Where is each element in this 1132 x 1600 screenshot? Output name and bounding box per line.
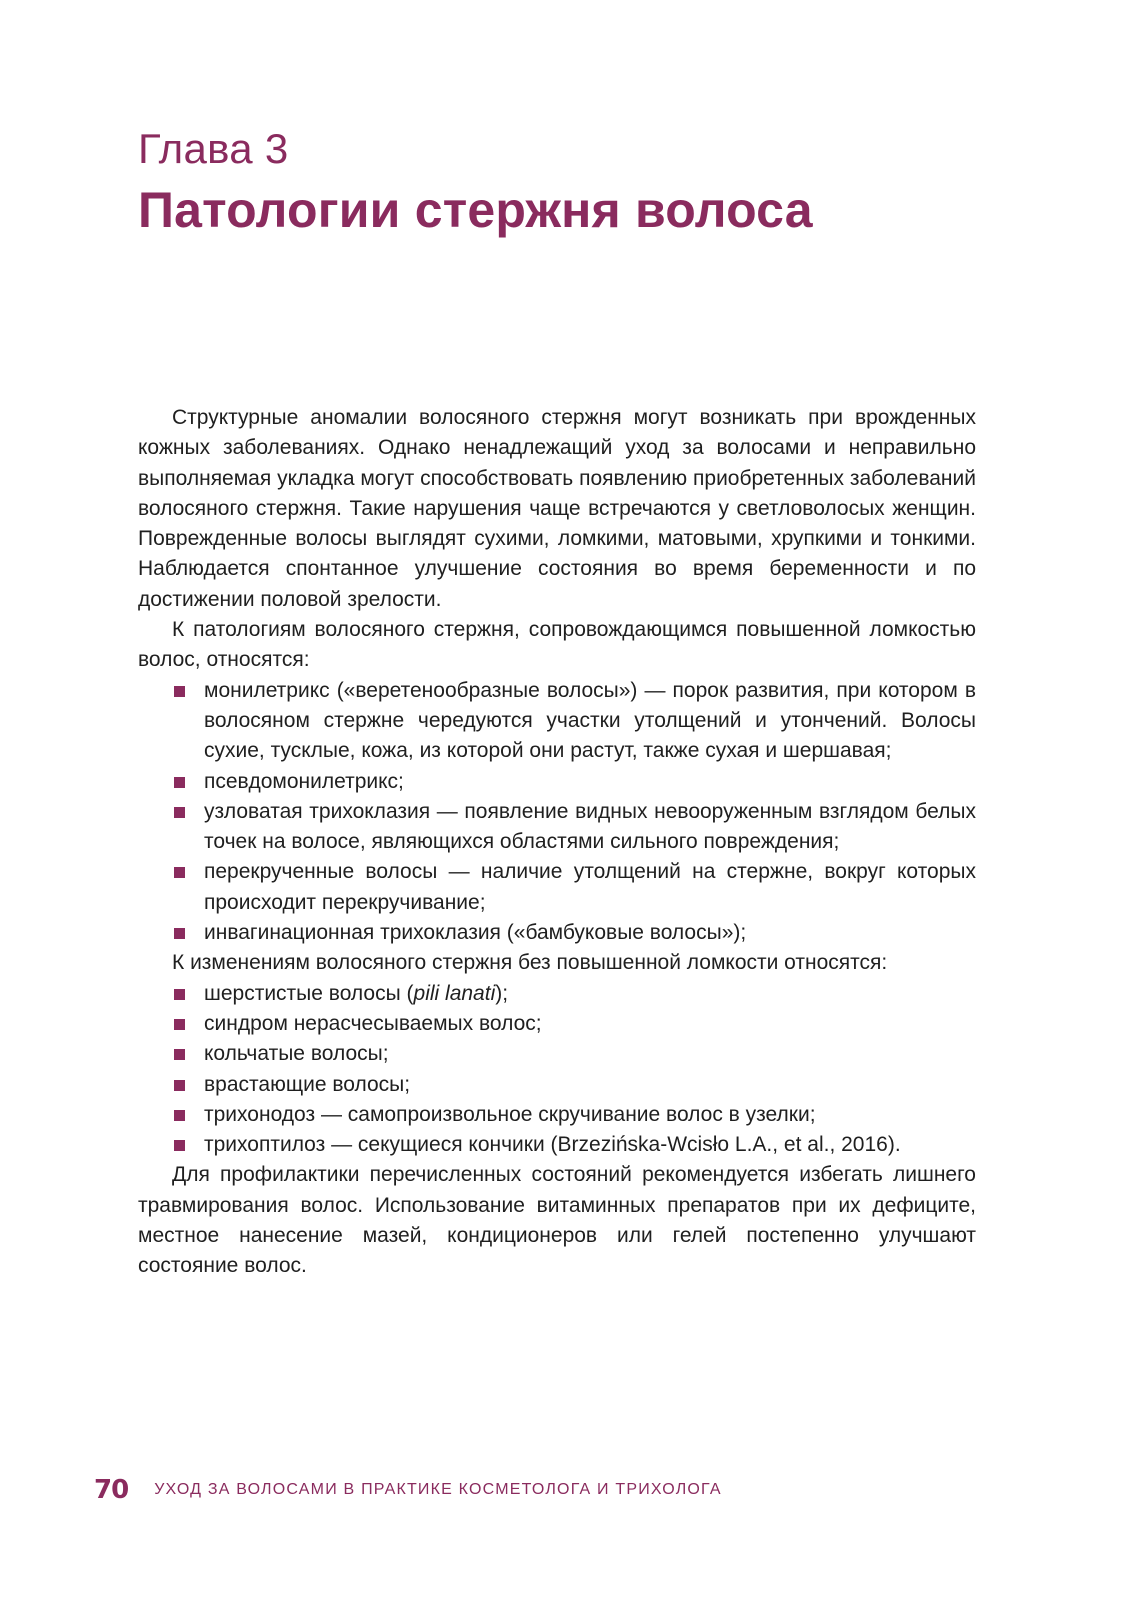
intro-paragraph: Структурные аномалии волосяного стержня могут возникать при врожденных кожных заболеваниях. Однако ненадлежащий уход за волосами и неправильно выполняемая укладка могут способствовать появлению приобретенных заболеваний волосяного стержня. Такие нарушения чаще встречаются у светловолосых женщин. Поврежденные волосы выглядят сухими, ломкими, матовыми, хрупкими и тонкими. Наблюдается спонтанное улучшение состояния во время беременности и по достижении половой зрелости. [138,406,976,611]
list-item [138,1100,976,1130]
list-item [138,767,976,797]
fragility-list [138,676,976,949]
square-bullet-icon [174,1080,185,1091]
list2-intro-paragraph: К изменениям волосяного стержня без повышенной ломкости относятся: [172,951,888,975]
list-item-text: врастающие волосы; [204,1072,411,1096]
list1-intro-paragraph: К патологиям волосяного стержня, сопровождающимся повышенной ломкостью волос, относятся: [138,618,976,672]
page-number: 70 [94,1475,129,1505]
list-item [138,1070,976,1100]
body-text [138,403,976,1282]
list-item-text: псевдомонилетрикс; [204,769,404,793]
list-item [138,1009,976,1039]
square-bullet-icon [174,867,185,878]
list-item-text: трихонодоз — самопроизвольное скручивание волос в узелки; [204,1102,816,1126]
chapter-title: Патологии стержня волоса [138,182,813,238]
square-bullet-icon [174,777,185,788]
list-item-text: трихоптилоз — секущиеся кончики (Brzezińska-Wcisło L.A., et al., 2016). [204,1133,901,1157]
square-bullet-icon [174,1140,185,1151]
latin-term: pili lanati [413,981,496,1005]
list-item [138,979,976,1009]
list-item-text: узловатая трихоклазия — появление видных невооруженным взглядом белых точек на волосе, являющихся областями сильного повреждения; [204,799,976,854]
square-bullet-icon [174,1049,185,1060]
square-bullet-icon [174,686,185,697]
list-item-text: монилетрикс («веретенообразные волосы») — порок развития, при котором в волосяном стержне чередуются участки утолщений и утончений. Волосы сухие, тусклые, кожа, из которой они растут, также сухая и шершавая; [204,678,976,763]
square-bullet-icon [174,928,185,939]
non-fragility-list [138,979,976,1161]
list-item [138,1130,976,1160]
list-item [138,797,976,858]
list-item [138,676,976,767]
chapter-label: Глава 3 [138,125,289,172]
list-item-text: синдром нерасчесываемых волос; [204,1011,542,1035]
square-bullet-icon [174,989,185,1000]
list-item-text-before: шерстистые волосы ( [204,981,414,1005]
running-title: УХОД ЗА ВОЛОСАМИ В ПРАКТИКЕ КОСМЕТОЛОГА И ТРИХОЛОГА [154,1481,722,1498]
conclusion-paragraph: Для профилактики перечисленных состояний рекомендуется избегать лишнего травмирования волос. Использование витаминных препаратов при их дефиците, местное нанесение мазей, кондиционеров или гелей постепенно улучшают состояние волос. [138,1163,976,1278]
square-bullet-icon [174,807,185,818]
list-item [138,857,976,918]
list-item [138,1039,976,1069]
list-item [138,918,976,948]
list-item-text: инвагинационная трихоклазия («бамбуковые волосы»); [204,921,747,945]
list-item-text: перекрученные волосы — наличие утолщений на стержне, вокруг которых происходит перекручивание; [204,860,976,914]
square-bullet-icon [174,1019,185,1030]
square-bullet-icon [174,1110,185,1121]
page-footer [94,1470,722,1510]
list-item-text: кольчатые волосы; [204,1042,389,1066]
list-item-text-after: ); [495,981,509,1005]
